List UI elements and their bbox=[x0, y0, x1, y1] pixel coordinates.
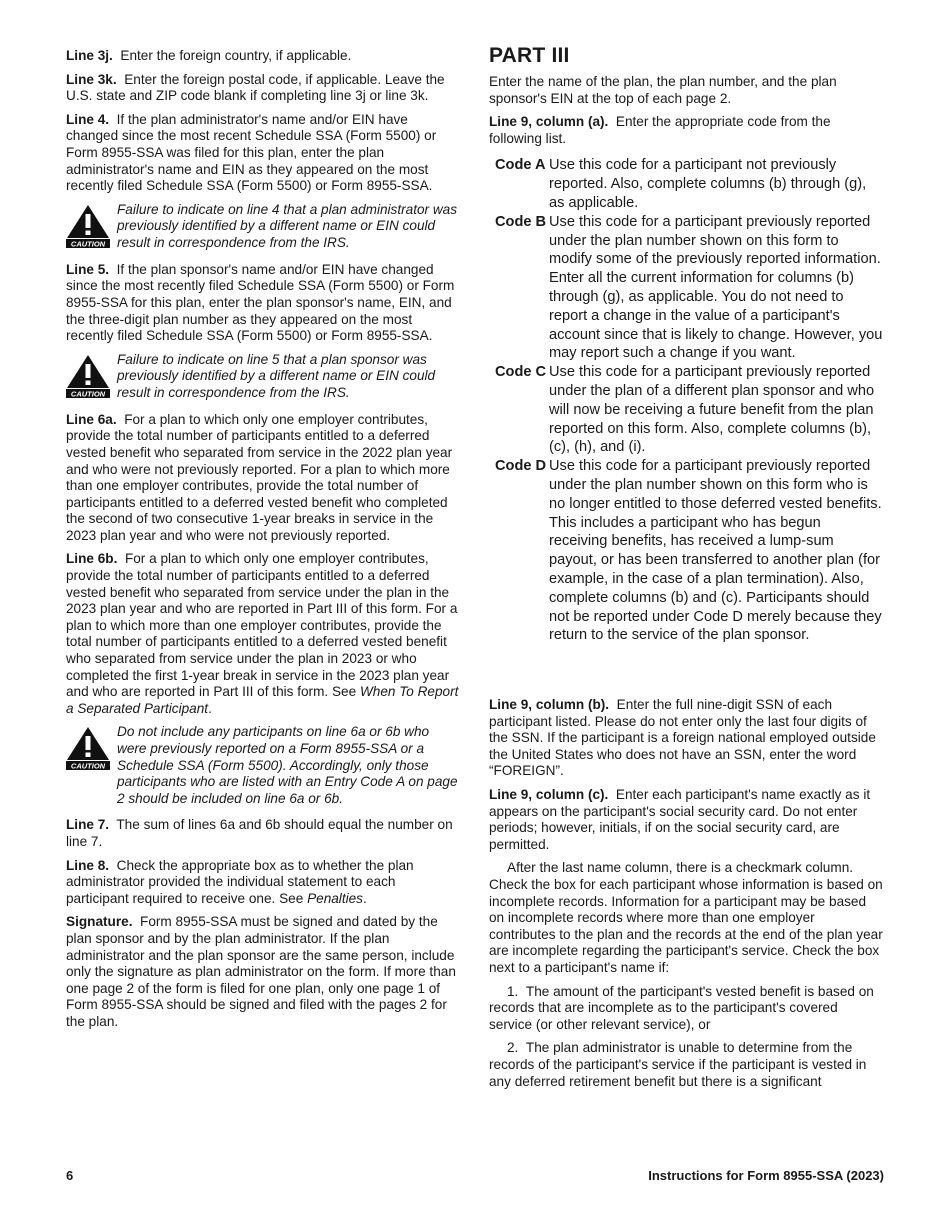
caution-text-1: Failure to indicate on line 4 that a plan administrator was previously identified by a different name or EIN could result in correspondence from the IRS. bbox=[117, 201, 458, 250]
signature-paragraph bbox=[66, 914, 460, 1030]
code-label: Code C bbox=[495, 364, 547, 381]
code-row-c bbox=[495, 363, 883, 457]
line-4-paragraph bbox=[66, 112, 460, 195]
caution-icon bbox=[66, 354, 110, 398]
line-3j-text: Enter the foreign country, if applicable. bbox=[120, 48, 352, 63]
signature-text: Form 8955-SSA must be signed and dated by the plan sponsor and by the plan administrator. If the plan administrator and the plan sponsor are the same person, include only the signature as plan administrator on the form. If more than one page 2 of the form is filed for one plan, only one page 1 of Form 8955-SSA should be signed and filed with the pages 2 for the plan. bbox=[66, 914, 456, 1029]
caution-icon bbox=[66, 204, 110, 248]
line-6b-end: . bbox=[208, 700, 212, 716]
caution-text-3: Do not include any participants on line 6a or 6b who were previously reported on a Form 8955-SSA or a Schedule SSA (Form 5500). Accordingly, only those participants who are listed with an Entry Code A on page 2 should be included on line 6a or 6b. bbox=[117, 724, 458, 806]
line-3j-lead: Line 3j. bbox=[66, 48, 113, 63]
caution-icon-label: CAUTION bbox=[70, 761, 106, 771]
line-4-lead: Line 4. bbox=[66, 111, 110, 127]
line-9a-lead: Line 9, column (a). bbox=[489, 114, 609, 130]
page-number: 6 bbox=[66, 1168, 74, 1183]
checkmark-column-paragraph: After the last name column, there is a checkmark column. Check the box for each participant whose information is based on incomplete records. Information for a participant may be based on incomplete records where more than one employer contributes to the plan and the records at the end of the plan year are incomplete regarding the participant's service. Check the box next to a participant's name if: bbox=[489, 860, 883, 975]
line-6b-reference: When To Report a Separated Participant bbox=[66, 684, 459, 716]
condition-item-1: 1. The amount of the participant's vested benefit is based on records that are incomplete as to the participant's covered service (or other relevant service), or bbox=[489, 983, 874, 1032]
line-7-text: The sum of lines 6a and 6b should equal the number on line 7. bbox=[66, 817, 453, 849]
line-6b-text: For a plan to which only one employer contributes, provide the total number of participants entitled to a deferred vested benefit who separated from service under the plan in the 2023 plan year and who are reported in Part III of this form. For a plan to which more than one employer contributes, provide the total number of participants entitled to a deferred vested benefit who separated from service under the plan in 2023 or who completed the first 1-year break in service in the 2023 plan year and who are reported in Part III of this form. See bbox=[66, 551, 458, 700]
caution-text-2: Failure to indicate on line 5 that a plan sponsor was previously identified by a different name or EIN could result in correspondence from the IRS. bbox=[117, 351, 436, 400]
line-8-text: Check the appropriate box as to whether the plan administrator provided the individual statement to each participant required to receive one. See bbox=[66, 857, 414, 906]
line-9a-paragraph bbox=[489, 114, 883, 147]
line-3k-text: Enter the foreign postal code, if applicable. Leave the U.S. state and ZIP code blank if completing line 3j or line 3k. bbox=[66, 71, 445, 104]
footer-title: Instructions for Form 8955-SSA (2023) bbox=[648, 1168, 884, 1183]
line-7-paragraph bbox=[66, 817, 460, 850]
code-row-b bbox=[495, 213, 883, 363]
line-3k-lead: Line 3k. bbox=[66, 71, 117, 87]
line-3k-paragraph bbox=[66, 72, 460, 105]
caution-icon-label: CAUTION bbox=[70, 239, 106, 248]
line-9c-lead: Line 9, column (c). bbox=[489, 787, 609, 803]
line-6b-lead: Line 6b. bbox=[66, 551, 118, 567]
line-5-paragraph bbox=[66, 262, 460, 345]
condition-item-2: 2. The plan administrator is unable to determine from the records of the participant's service if the participant is vested in any deferred retirement benefit but there is a significant bbox=[489, 1040, 867, 1089]
code-description: Use this code for a participant previously reported under the plan number shown on this form to modify some of the previously reported information. Enter all the current information for columns (b) through (g), as applicable. You do not need to report a change in the value of a participant's account since that is likely to change. However, you may report such a change if you want. bbox=[549, 213, 883, 362]
caution-icon bbox=[66, 726, 110, 770]
part-iii-heading: PART III bbox=[489, 44, 570, 67]
left-column bbox=[66, 48, 460, 1038]
right-column bbox=[489, 44, 883, 1097]
caution-note-line-6 bbox=[66, 724, 460, 807]
code-label: Code B bbox=[495, 213, 547, 230]
code-description: Use this code for a participant not previously reported. Also, complete columns (b) through (g), as applicable. bbox=[549, 157, 867, 211]
entry-code-list bbox=[495, 156, 883, 645]
line-6a-paragraph bbox=[66, 412, 460, 545]
line-9c-text: Enter each participant's name exactly as it appears on the participant's social security card. Do not enter periods; however, initials, if on the social security card, are permitted. bbox=[489, 787, 871, 852]
code-description: Use this code for a participant previously reported under the plan of a different plan sponsor and who will now be receiving a future benefit from the plan reported on this form. Also, complete columns (b), (c), (h), and (i). bbox=[549, 364, 875, 456]
code-description: Use this code for a participant previously reported under the plan number shown on this form who is no longer entitled to those deferred vested benefits. This includes a participant who has begun receiving benefits, has received a lump-sum payout, or has been transferred to another plan (for example, in the case of a plan termination). Also, complete columns (b) and (c). Participants should not be reported under Code D merely because they return to the service of the plan sponsor. bbox=[549, 458, 882, 644]
code-row-d bbox=[495, 457, 883, 645]
line-8-end: . bbox=[362, 890, 367, 906]
line-9b-lead: Line 9, column (b). bbox=[489, 697, 610, 713]
code-label: Code D bbox=[495, 458, 547, 475]
caution-icon-label: CAUTION bbox=[70, 389, 106, 398]
line-9c-paragraph bbox=[489, 787, 883, 853]
line-5-lead: Line 5. bbox=[66, 261, 110, 277]
spacer bbox=[489, 645, 883, 697]
caution-note-line-5 bbox=[66, 352, 460, 402]
line-8-lead: Line 8. bbox=[66, 857, 110, 873]
line-5-text: If the plan sponsor's name and/or EIN have changed since the most recently filed Schedule SSA (Form 5500) or Form 8955-SSA for this plan, enter the plan sponsor's name, EIN, and the three-digit plan number as they appeared on the most recently filed Schedule SSA (Form 5500) or Form 8955-SSA. bbox=[66, 261, 455, 344]
line-3j-paragraph bbox=[66, 48, 460, 65]
line-6a-text: For a plan to which only one employer contributes, provide the total number of participants entitled to a deferred vested benefit who separated from service in the 2022 plan year and who were not previously reported. For a plan to which more than one employer contributes, provide the total number of participants entitled to a deferred vested benefit who completed the second of two consecutive 1-year breaks in service in the 2023 plan year and who were not previously reported. bbox=[66, 411, 453, 543]
line-8-paragraph bbox=[66, 858, 460, 908]
line-9b-paragraph bbox=[489, 697, 883, 780]
line-9b-text: Enter the full nine-digit SSN of each participant listed. Please do not enter only the last four digits of the SSN. If the participant is a foreign national employed outside the United States who does not have an SSN, enter the word “FOREIGN”. bbox=[489, 697, 876, 779]
line-9a-text: Enter the appropriate code from the following list. bbox=[489, 114, 831, 146]
caution-note-line-4 bbox=[66, 202, 460, 252]
line-7-lead: Line 7. bbox=[66, 817, 110, 833]
line-6b-paragraph bbox=[66, 551, 460, 717]
code-row-a bbox=[495, 156, 883, 212]
signature-lead: Signature. bbox=[66, 914, 133, 930]
part-iii-intro: Enter the name of the plan, the plan number, and the plan sponsor's EIN at the top of each page 2. bbox=[489, 74, 837, 106]
line-6a-lead: Line 6a. bbox=[66, 411, 117, 427]
line-4-text: If the plan administrator's name and/or EIN have changed since the most recent Schedule SSA (Form 5500) or Form 8955-SSA was filed for this plan, enter the plan administrator's name and EIN as they appeared on the most recently filed Schedule SSA (Form 5500) or Form 8955-SSA. bbox=[66, 111, 437, 194]
line-8-reference: Penalties bbox=[307, 890, 363, 906]
code-label: Code A bbox=[495, 157, 546, 174]
